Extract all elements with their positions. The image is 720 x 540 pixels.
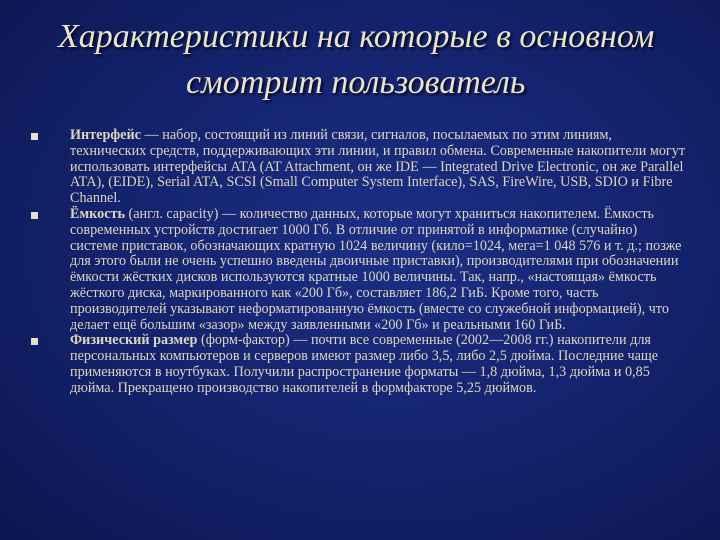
bullet-text — [70, 207, 688, 333]
bullet-text — [70, 128, 688, 207]
bullet-capacity — [28, 207, 688, 333]
bullet-interface — [28, 128, 688, 207]
bullet-description: — набор, состоящий из линий связи, сигналов, посылаемых по этим линиям, технических средств, поддерживающих эти линии, и правил обмена. Современные накопители могут использовать интерфейсы ATA (AT Attachment, он же IDE — Integrated Drive Electronic, он же Parallel ATA), (EIDE), Serial ATA, SCSI (Small Computer System Interface), SAS, FireWire, USB, SDIO и Fibre Channel. — [70, 127, 686, 207]
bullet-square-icon — [31, 133, 38, 140]
bullet-description: (англ. capacity) — количество данных, которые могут храниться накопителем. Ёмкость современных устройств достигает 1000 Гб. В отличие от принятой в информатике (случайно) системе приставок, обозначающих кратную 1024 величину (кило=1024, мега=1 048 576 и т. д.; позже для этого были не очень успешно введены двоичные приставки), производителями при обозначении ёмкости жёстких дисков используются кратные 1000 величины. Так, напр., «настоящая» ёмкость жёсткого диска, маркированного как «200 Гб», составляет 186,2 ГиБ. Кроме того, часть производителей указывают неформатированную ёмкость (вместе со служебной информацией), что делает ещё большим «зазор» между заявленными «200 Гб» и реальными 160 ГиБ. — [70, 205, 682, 333]
bullet-term: Физический размер — [70, 332, 198, 349]
slide-title — [0, 14, 720, 106]
bullet-term: Интерфейс — [70, 127, 141, 143]
bullet-square-icon — [31, 212, 38, 219]
bullet-term: Ёмкость — [70, 205, 125, 222]
bullet-form-factor — [28, 333, 688, 396]
title-line-1: Характеристики на которые в основном — [58, 18, 655, 55]
bullet-description: (форм-фактор) — почти все современные (2002—2008 гг.) накопители для персональных компьютеров и серверов имеют размер либо 3,5, либо 2,5 дюйма. Последние чаще применяются в ноутбуках. Получили распространение форматы — 1,8 дюйма, 1,3 дюйма и 0,85 дюйма. Прекращено производство накопителей в формфакторе 5,25 дюймов. — [70, 332, 659, 396]
bullet-square-icon — [31, 338, 38, 345]
bullet-text — [70, 333, 688, 396]
title-line-2: смотрит пользователь — [186, 64, 526, 101]
bullet-list — [28, 128, 688, 397]
